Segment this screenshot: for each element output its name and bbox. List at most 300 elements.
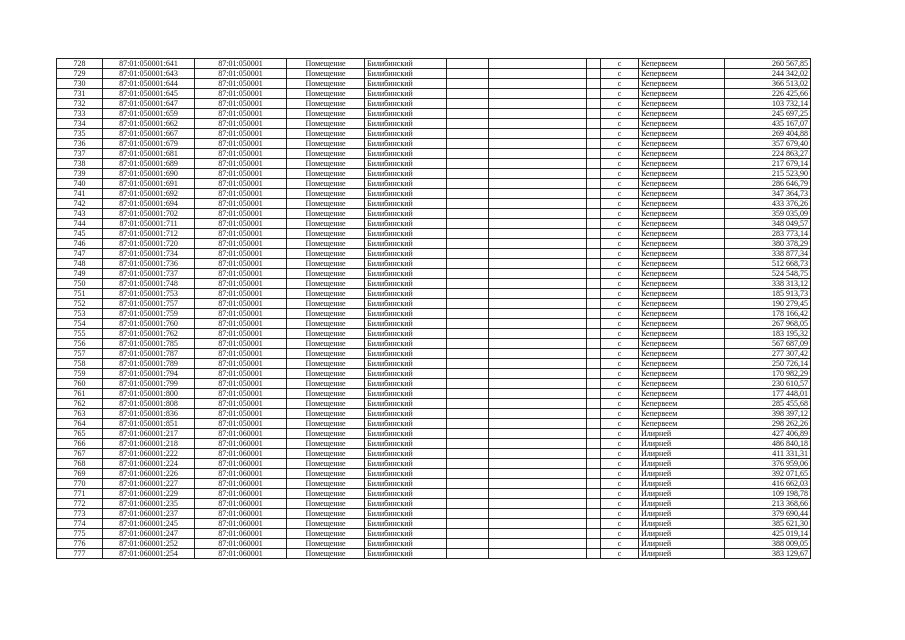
cadastral-number: 87:01:050001:689	[103, 159, 195, 169]
cadastral-value: 357 679,40	[725, 139, 811, 149]
row-number: 773	[57, 509, 103, 519]
empty-cell	[447, 379, 489, 389]
settlement-name: Кепервеем	[639, 309, 725, 319]
cadastral-value: 267 968,05	[725, 319, 811, 329]
row-number: 757	[57, 349, 103, 359]
cadastral-number: 87:01:050001:736	[103, 259, 195, 269]
cadastral-value: 398 397,12	[725, 409, 811, 419]
empty-cell	[447, 469, 489, 479]
cadastral-value: 392 071,65	[725, 469, 811, 479]
table-row	[57, 269, 811, 279]
row-number: 770	[57, 479, 103, 489]
object-type: Помещение	[287, 189, 365, 199]
object-type: Помещение	[287, 389, 365, 399]
empty-cell	[587, 469, 601, 479]
empty-cell	[447, 219, 489, 229]
object-type: Помещение	[287, 509, 365, 519]
settlement-name: Кепервеем	[639, 229, 725, 239]
empty-cell	[489, 439, 587, 449]
cadastral-value: 416 662,03	[725, 479, 811, 489]
district: Билибинский	[365, 109, 447, 119]
row-number: 752	[57, 299, 103, 309]
cadastral-block: 87:01:050001	[195, 159, 287, 169]
empty-cell	[587, 209, 601, 219]
district: Билибинский	[365, 119, 447, 129]
empty-cell	[447, 109, 489, 119]
empty-cell	[489, 109, 587, 119]
empty-cell	[489, 69, 587, 79]
cadastral-block: 87:01:050001	[195, 99, 287, 109]
district: Билибинский	[365, 479, 447, 489]
row-number: 735	[57, 129, 103, 139]
empty-cell	[447, 429, 489, 439]
table-row	[57, 59, 811, 69]
settlement-name: Кепервеем	[639, 409, 725, 419]
settlement-type: с	[601, 359, 639, 369]
row-number: 755	[57, 329, 103, 339]
settlement-name: Илирней	[639, 539, 725, 549]
table-row	[57, 109, 811, 119]
table-row	[57, 419, 811, 429]
table-row	[57, 189, 811, 199]
row-number: 762	[57, 399, 103, 409]
row-number: 742	[57, 199, 103, 209]
cadastral-block: 87:01:050001	[195, 379, 287, 389]
empty-cell	[489, 209, 587, 219]
object-type: Помещение	[287, 89, 365, 99]
district: Билибинский	[365, 379, 447, 389]
settlement-type: с	[601, 119, 639, 129]
settlement-type: с	[601, 369, 639, 379]
table-row	[57, 199, 811, 209]
settlement-type: с	[601, 229, 639, 239]
row-number: 772	[57, 499, 103, 509]
empty-cell	[447, 99, 489, 109]
table-row	[57, 229, 811, 239]
table-row	[57, 89, 811, 99]
cadastral-block: 87:01:050001	[195, 119, 287, 129]
empty-cell	[489, 259, 587, 269]
settlement-type: с	[601, 429, 639, 439]
cadastral-block: 87:01:060001	[195, 519, 287, 529]
empty-cell	[489, 159, 587, 169]
settlement-name: Кепервеем	[639, 209, 725, 219]
table-row	[57, 389, 811, 399]
empty-cell	[489, 519, 587, 529]
empty-cell	[587, 419, 601, 429]
cadastral-value: 285 455,68	[725, 399, 811, 409]
cadastral-block: 87:01:050001	[195, 189, 287, 199]
empty-cell	[587, 509, 601, 519]
row-number: 774	[57, 519, 103, 529]
settlement-type: с	[601, 479, 639, 489]
cadastral-block: 87:01:060001	[195, 549, 287, 559]
empty-cell	[587, 99, 601, 109]
cadastral-number: 87:01:050001:836	[103, 409, 195, 419]
cadastral-number: 87:01:050001:787	[103, 349, 195, 359]
row-number: 733	[57, 109, 103, 119]
cadastral-value: 245 697,25	[725, 109, 811, 119]
settlement-type: с	[601, 349, 639, 359]
object-type: Помещение	[287, 439, 365, 449]
settlement-name: Кепервеем	[639, 269, 725, 279]
settlement-name: Илирней	[639, 529, 725, 539]
empty-cell	[447, 119, 489, 129]
cadastral-number: 87:01:060001:222	[103, 449, 195, 459]
object-type: Помещение	[287, 199, 365, 209]
empty-cell	[489, 389, 587, 399]
row-number: 763	[57, 409, 103, 419]
settlement-type: с	[601, 489, 639, 499]
settlement-type: с	[601, 69, 639, 79]
empty-cell	[447, 339, 489, 349]
cadastral-number: 87:01:050001:712	[103, 229, 195, 239]
settlement-type: с	[601, 269, 639, 279]
district: Билибинский	[365, 139, 447, 149]
cadastral-block: 87:01:050001	[195, 289, 287, 299]
empty-cell	[587, 359, 601, 369]
row-number: 761	[57, 389, 103, 399]
empty-cell	[587, 339, 601, 349]
settlement-name: Илирней	[639, 489, 725, 499]
empty-cell	[587, 159, 601, 169]
empty-cell	[587, 259, 601, 269]
cadastral-value: 411 331,31	[725, 449, 811, 459]
table-row	[57, 469, 811, 479]
settlement-name: Илирней	[639, 509, 725, 519]
table-row	[57, 439, 811, 449]
empty-cell	[447, 129, 489, 139]
empty-cell	[447, 459, 489, 469]
district: Билибинский	[365, 399, 447, 409]
empty-cell	[587, 219, 601, 229]
district: Билибинский	[365, 149, 447, 159]
table-row	[57, 519, 811, 529]
object-type: Помещение	[287, 549, 365, 559]
object-type: Помещение	[287, 219, 365, 229]
cadastral-value: 524 548,75	[725, 269, 811, 279]
cadastral-block: 87:01:050001	[195, 349, 287, 359]
row-number: 729	[57, 69, 103, 79]
settlement-name: Кепервеем	[639, 249, 725, 259]
object-type: Помещение	[287, 239, 365, 249]
table-row	[57, 169, 811, 179]
object-type: Помещение	[287, 539, 365, 549]
empty-cell	[447, 189, 489, 199]
empty-cell	[447, 489, 489, 499]
object-type: Помещение	[287, 259, 365, 269]
row-number: 765	[57, 429, 103, 439]
object-type: Помещение	[287, 149, 365, 159]
empty-cell	[489, 379, 587, 389]
cadastral-value: 217 679,14	[725, 159, 811, 169]
row-number: 756	[57, 339, 103, 349]
district: Билибинский	[365, 319, 447, 329]
empty-cell	[489, 429, 587, 439]
row-number: 743	[57, 209, 103, 219]
cadastral-value: 298 262,26	[725, 419, 811, 429]
empty-cell	[587, 199, 601, 209]
cadastral-number: 87:01:060001:247	[103, 529, 195, 539]
district: Билибинский	[365, 69, 447, 79]
cadastral-value: 376 959,06	[725, 459, 811, 469]
empty-cell	[447, 359, 489, 369]
cadastral-number: 87:01:050001:711	[103, 219, 195, 229]
empty-cell	[489, 529, 587, 539]
settlement-type: с	[601, 249, 639, 259]
cadastral-block: 87:01:050001	[195, 299, 287, 309]
district: Билибинский	[365, 59, 447, 69]
object-type: Помещение	[287, 459, 365, 469]
object-type: Помещение	[287, 429, 365, 439]
empty-cell	[489, 179, 587, 189]
empty-cell	[447, 59, 489, 69]
object-type: Помещение	[287, 299, 365, 309]
cadastral-value: 338 877,34	[725, 249, 811, 259]
empty-cell	[489, 169, 587, 179]
cadastral-block: 87:01:050001	[195, 369, 287, 379]
district: Билибинский	[365, 129, 447, 139]
cadastral-block: 87:01:060001	[195, 449, 287, 459]
empty-cell	[447, 549, 489, 559]
row-number: 754	[57, 319, 103, 329]
table-row	[57, 549, 811, 559]
settlement-type: с	[601, 99, 639, 109]
empty-cell	[489, 369, 587, 379]
cadastral-value: 385 621,30	[725, 519, 811, 529]
district: Билибинский	[365, 529, 447, 539]
table-row	[57, 219, 811, 229]
cadastral-number: 87:01:050001:759	[103, 309, 195, 319]
cadastral-number: 87:01:060001:237	[103, 509, 195, 519]
empty-cell	[489, 119, 587, 129]
empty-cell	[489, 249, 587, 259]
empty-cell	[489, 59, 587, 69]
empty-cell	[447, 539, 489, 549]
settlement-type: с	[601, 539, 639, 549]
cadastral-value: 347 364,73	[725, 189, 811, 199]
cadastral-number: 87:01:050001:785	[103, 339, 195, 349]
row-number: 736	[57, 139, 103, 149]
empty-cell	[447, 409, 489, 419]
cadastral-value: 380 378,29	[725, 239, 811, 249]
cadastral-value: 427 406,89	[725, 429, 811, 439]
empty-cell	[447, 79, 489, 89]
object-type: Помещение	[287, 529, 365, 539]
cadastral-number: 87:01:050001:799	[103, 379, 195, 389]
empty-cell	[489, 99, 587, 109]
table-row	[57, 209, 811, 219]
district: Билибинский	[365, 279, 447, 289]
object-type: Помещение	[287, 349, 365, 359]
table-row	[57, 449, 811, 459]
settlement-name: Илирней	[639, 439, 725, 449]
empty-cell	[489, 89, 587, 99]
table-row	[57, 329, 811, 339]
settlement-name: Илирней	[639, 469, 725, 479]
empty-cell	[587, 329, 601, 339]
district: Билибинский	[365, 469, 447, 479]
table-row	[57, 319, 811, 329]
cadastral-number: 87:01:050001:691	[103, 179, 195, 189]
cadastral-value: 567 687,09	[725, 339, 811, 349]
cadastral-value: 260 567,85	[725, 59, 811, 69]
district: Билибинский	[365, 309, 447, 319]
object-type: Помещение	[287, 329, 365, 339]
empty-cell	[447, 479, 489, 489]
settlement-type: с	[601, 209, 639, 219]
table-row	[57, 359, 811, 369]
district: Билибинский	[365, 259, 447, 269]
object-type: Помещение	[287, 59, 365, 69]
cadastral-number: 87:01:050001:757	[103, 299, 195, 309]
empty-cell	[587, 289, 601, 299]
empty-cell	[489, 349, 587, 359]
object-type: Помещение	[287, 209, 365, 219]
settlement-type: с	[601, 219, 639, 229]
cadastral-number: 87:01:050001:789	[103, 359, 195, 369]
settlement-name: Кепервеем	[639, 399, 725, 409]
cadastral-value: 379 690,44	[725, 509, 811, 519]
empty-cell	[447, 289, 489, 299]
empty-cell	[587, 89, 601, 99]
district: Билибинский	[365, 239, 447, 249]
table-row	[57, 539, 811, 549]
settlement-name: Кепервеем	[639, 139, 725, 149]
cadastral-number: 87:01:050001:647	[103, 99, 195, 109]
empty-cell	[447, 69, 489, 79]
settlement-type: с	[601, 329, 639, 339]
empty-cell	[447, 399, 489, 409]
settlement-type: с	[601, 339, 639, 349]
district: Билибинский	[365, 339, 447, 349]
settlement-name: Кепервеем	[639, 419, 725, 429]
cadastral-block: 87:01:050001	[195, 239, 287, 249]
settlement-name: Кепервеем	[639, 119, 725, 129]
empty-cell	[489, 229, 587, 239]
empty-cell	[447, 89, 489, 99]
settlement-type: с	[601, 519, 639, 529]
object-type: Помещение	[287, 169, 365, 179]
object-type: Помещение	[287, 489, 365, 499]
cadastral-value: 286 646,79	[725, 179, 811, 189]
settlement-name: Кепервеем	[639, 149, 725, 159]
district: Билибинский	[365, 79, 447, 89]
table-row	[57, 69, 811, 79]
settlement-name: Кепервеем	[639, 279, 725, 289]
settlement-name: Кепервеем	[639, 329, 725, 339]
cadastral-number: 87:01:050001:702	[103, 209, 195, 219]
district: Билибинский	[365, 349, 447, 359]
row-number: 776	[57, 539, 103, 549]
row-number: 771	[57, 489, 103, 499]
cadastral-block: 87:01:050001	[195, 109, 287, 119]
cadastral-value: 103 732,14	[725, 99, 811, 109]
row-number: 760	[57, 379, 103, 389]
object-type: Помещение	[287, 119, 365, 129]
district: Билибинский	[365, 449, 447, 459]
empty-cell	[447, 269, 489, 279]
table-row	[57, 499, 811, 509]
object-type: Помещение	[287, 249, 365, 259]
cadastral-block: 87:01:060001	[195, 509, 287, 519]
empty-cell	[587, 449, 601, 459]
table-row	[57, 369, 811, 379]
empty-cell	[447, 449, 489, 459]
cadastral-block: 87:01:050001	[195, 69, 287, 79]
settlement-type: с	[601, 289, 639, 299]
empty-cell	[587, 539, 601, 549]
cadastral-value: 512 668,73	[725, 259, 811, 269]
settlement-type: с	[601, 179, 639, 189]
cadastral-number: 87:01:050001:692	[103, 189, 195, 199]
object-type: Помещение	[287, 379, 365, 389]
cadastral-number: 87:01:060001:252	[103, 539, 195, 549]
empty-cell	[447, 299, 489, 309]
empty-cell	[447, 519, 489, 529]
empty-cell	[587, 299, 601, 309]
cadastral-number: 87:01:060001:229	[103, 489, 195, 499]
settlement-name: Кепервеем	[639, 189, 725, 199]
empty-cell	[447, 329, 489, 339]
cadastral-value: 388 009,05	[725, 539, 811, 549]
empty-cell	[489, 239, 587, 249]
object-type: Помещение	[287, 409, 365, 419]
object-type: Помещение	[287, 369, 365, 379]
row-number: 731	[57, 89, 103, 99]
settlement-name: Кепервеем	[639, 79, 725, 89]
empty-cell	[447, 279, 489, 289]
district: Билибинский	[365, 249, 447, 259]
object-type: Помещение	[287, 469, 365, 479]
object-type: Помещение	[287, 79, 365, 89]
district: Билибинский	[365, 169, 447, 179]
cadastral-block: 87:01:050001	[195, 419, 287, 429]
district: Билибинский	[365, 439, 447, 449]
cadastral-block: 87:01:050001	[195, 89, 287, 99]
object-type: Помещение	[287, 179, 365, 189]
empty-cell	[447, 509, 489, 519]
empty-cell	[587, 169, 601, 179]
table-row	[57, 149, 811, 159]
empty-cell	[447, 499, 489, 509]
district: Билибинский	[365, 499, 447, 509]
settlement-name: Илирней	[639, 479, 725, 489]
district: Билибинский	[365, 159, 447, 169]
cadastral-value: 185 913,73	[725, 289, 811, 299]
table-row	[57, 349, 811, 359]
cadastral-number: 87:01:050001:753	[103, 289, 195, 299]
cadastral-value: 383 129,67	[725, 549, 811, 559]
cadastral-number: 87:01:050001:794	[103, 369, 195, 379]
settlement-name: Кепервеем	[639, 299, 725, 309]
object-type: Помещение	[287, 129, 365, 139]
settlement-name: Кепервеем	[639, 169, 725, 179]
empty-cell	[447, 439, 489, 449]
row-number: 759	[57, 369, 103, 379]
cadastral-block: 87:01:050001	[195, 229, 287, 239]
district: Билибинский	[365, 199, 447, 209]
empty-cell	[489, 199, 587, 209]
cadastral-value: 269 404,88	[725, 129, 811, 139]
table-row	[57, 339, 811, 349]
empty-cell	[447, 209, 489, 219]
table-row	[57, 79, 811, 89]
object-type: Помещение	[287, 479, 365, 489]
settlement-type: с	[601, 509, 639, 519]
table-row	[57, 299, 811, 309]
settlement-name: Илирней	[639, 449, 725, 459]
